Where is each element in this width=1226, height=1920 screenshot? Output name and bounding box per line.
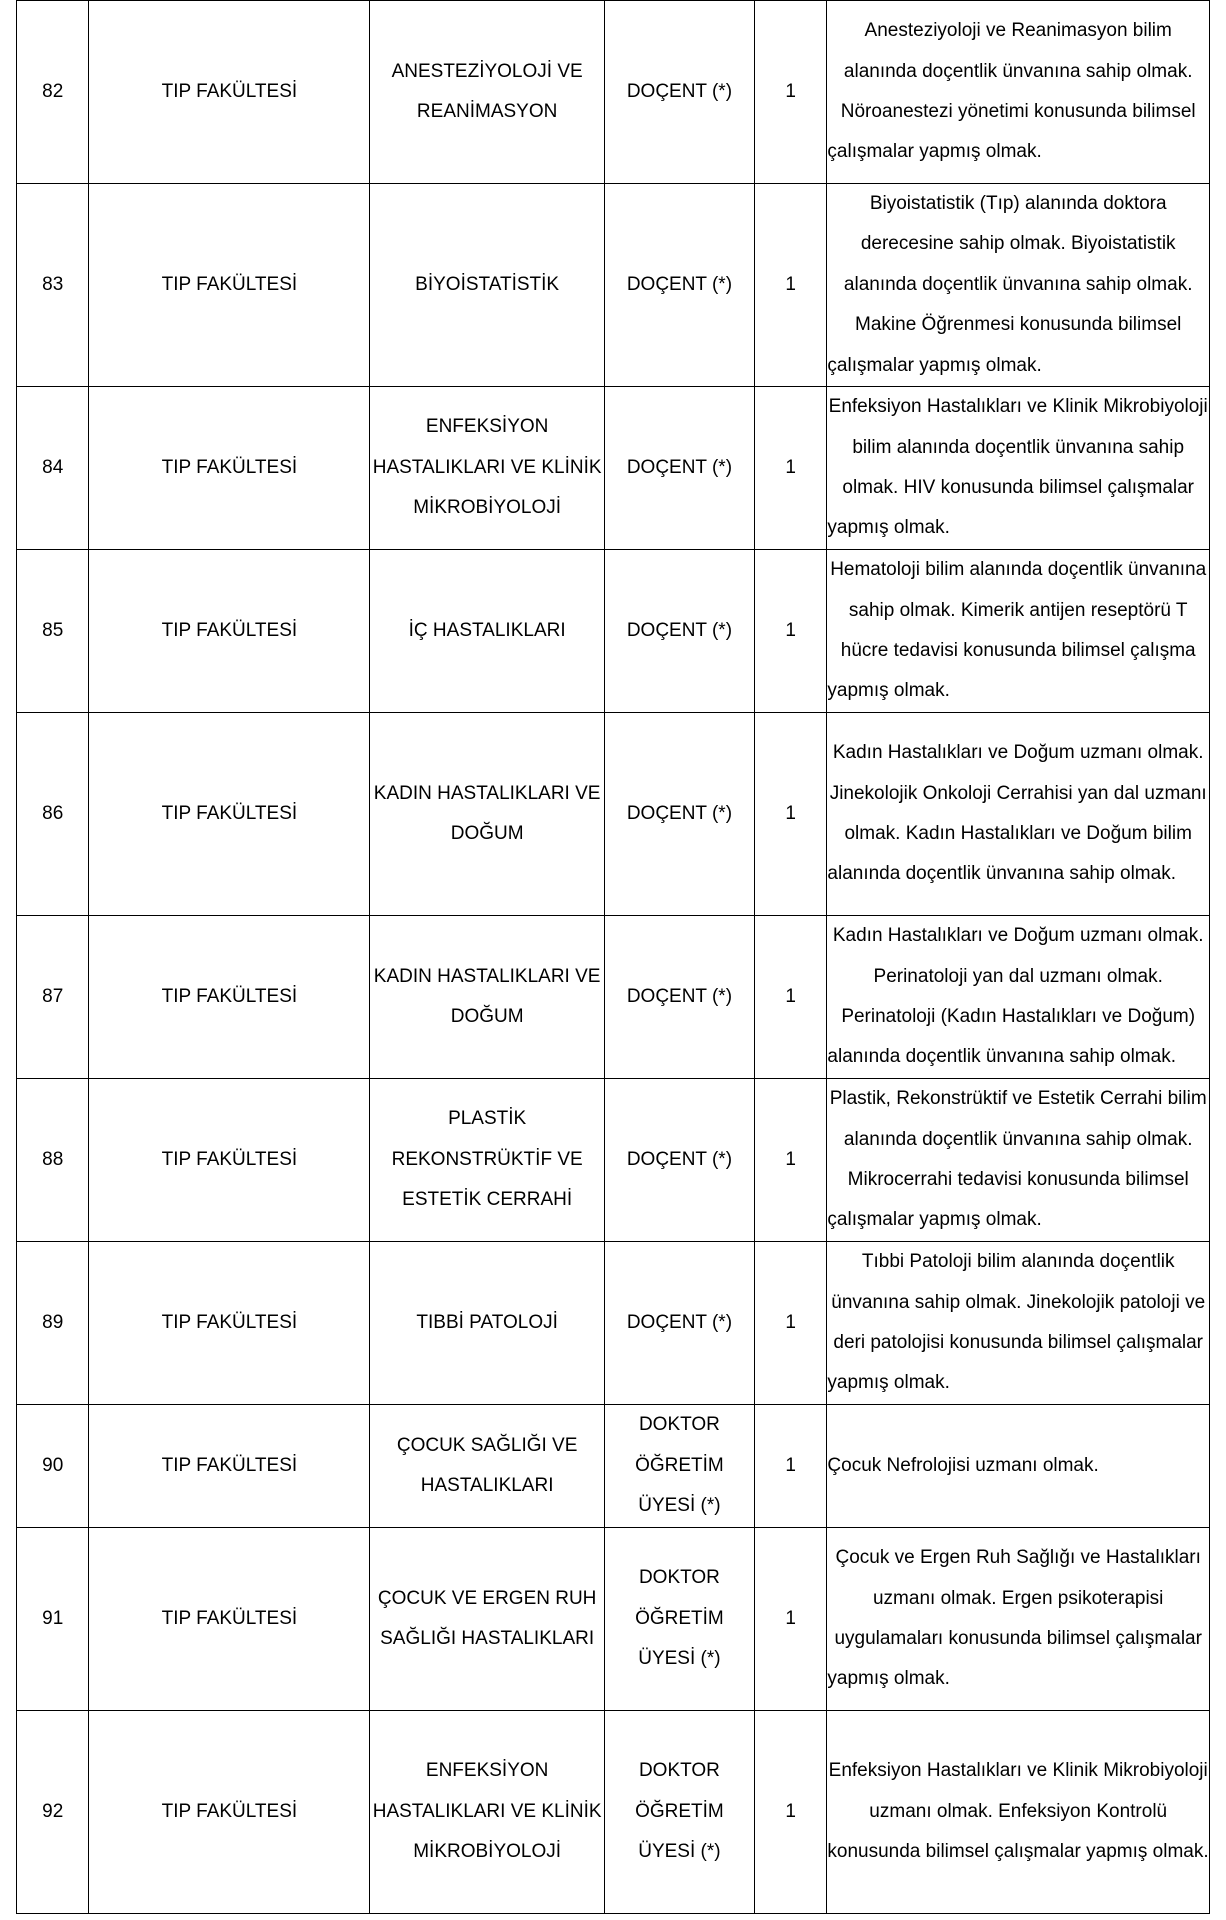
- row-number: 84: [17, 387, 89, 550]
- row-number: 90: [17, 1405, 89, 1528]
- title-cell: DOÇENT (*): [604, 1079, 754, 1242]
- conditions-cell: Anesteziyoloji ve Reanimasyon bilim alanında doçentlik ünvanına sahip olmak. Nöroanestezi yönetimi konusunda bilimsel çalışmalar yapmış olmak.: [827, 1, 1210, 184]
- department-cell: ÇOCUK SAĞLIĞI VE HASTALIKLARI: [370, 1405, 605, 1528]
- table-row: [17, 916, 1210, 1079]
- faculty-cell: TIP FAKÜLTESİ: [89, 1079, 370, 1242]
- row-number: 82: [17, 1, 89, 184]
- row-number: 89: [17, 1242, 89, 1405]
- row-number: 85: [17, 550, 89, 713]
- table-row: [17, 1, 1210, 184]
- row-number: 83: [17, 184, 89, 387]
- conditions-cell: Biyoistatistik (Tıp) alanında doktora derecesine sahip olmak. Biyoistatistik alanında doçentlik ünvanına sahip olmak. Makine Öğrenmesi konusunda bilimsel çalışmalar yapmış olmak.: [827, 184, 1210, 387]
- title-cell: DOÇENT (*): [604, 713, 754, 916]
- count-cell: 1: [754, 713, 826, 916]
- title-cell: DOÇENT (*): [604, 916, 754, 1079]
- title-cell: DOKTOR ÖĞRETİM ÜYESİ (*): [604, 1528, 754, 1711]
- count-cell: 1: [754, 550, 826, 713]
- department-cell: İÇ HASTALIKLARI: [370, 550, 605, 713]
- title-cell: DOÇENT (*): [604, 1242, 754, 1405]
- title-cell: DOKTOR ÖĞRETİM ÜYESİ (*): [604, 1405, 754, 1528]
- count-cell: 1: [754, 1, 826, 184]
- conditions-cell: Tıbbi Patoloji bilim alanında doçentlik ünvanına sahip olmak. Jinekolojik patoloji ve deri patolojisi konusunda bilimsel çalışmalar yapmış olmak.: [827, 1242, 1210, 1405]
- conditions-cell: Kadın Hastalıkları ve Doğum uzmanı olmak. Perinatoloji yan dal uzmanı olmak. Perinatoloji (Kadın Hastalıkları ve Doğum) alanında doçentlik ünvanına sahip olmak.: [827, 916, 1210, 1079]
- table-row: [17, 1242, 1210, 1405]
- faculty-cell: TIP FAKÜLTESİ: [89, 1711, 370, 1914]
- department-cell: KADIN HASTALIKLARI VE DOĞUM: [370, 713, 605, 916]
- count-cell: 1: [754, 1405, 826, 1528]
- title-cell: DOÇENT (*): [604, 184, 754, 387]
- table-row: [17, 184, 1210, 387]
- faculty-cell: TIP FAKÜLTESİ: [89, 550, 370, 713]
- faculty-cell: TIP FAKÜLTESİ: [89, 1528, 370, 1711]
- row-number: 91: [17, 1528, 89, 1711]
- faculty-cell: TIP FAKÜLTESİ: [89, 1242, 370, 1405]
- department-cell: PLASTİK REKONSTRÜKTİF VE ESTETİK CERRAHİ: [370, 1079, 605, 1242]
- table-row: [17, 1711, 1210, 1914]
- faculty-cell: TIP FAKÜLTESİ: [89, 1, 370, 184]
- row-number: 92: [17, 1711, 89, 1914]
- count-cell: 1: [754, 1079, 826, 1242]
- count-cell: 1: [754, 184, 826, 387]
- department-cell: KADIN HASTALIKLARI VE DOĞUM: [370, 916, 605, 1079]
- row-number: 87: [17, 916, 89, 1079]
- department-cell: ENFEKSİYON HASTALIKLARI VE KLİNİK MİKROBİYOLOJİ: [370, 1711, 605, 1914]
- department-cell: ENFEKSİYON HASTALIKLARI VE KLİNİK MİKROBİYOLOJİ: [370, 387, 605, 550]
- table-row: [17, 1528, 1210, 1711]
- table-row: [17, 1079, 1210, 1242]
- title-cell: DOÇENT (*): [604, 550, 754, 713]
- conditions-cell: Plastik, Rekonstrüktif ve Estetik Cerrahi bilim alanında doçentlik ünvanına sahip olmak. Mikrocerrahi tedavisi konusunda bilimsel çalışmalar yapmış olmak.: [827, 1079, 1210, 1242]
- faculty-cell: TIP FAKÜLTESİ: [89, 184, 370, 387]
- conditions-cell: Enfeksiyon Hastalıkları ve Klinik Mikrobiyoloji uzmanı olmak. Enfeksiyon Kontrolü konusunda bilimsel çalışmalar yapmış olmak.: [827, 1711, 1210, 1914]
- table-row: [17, 387, 1210, 550]
- title-cell: DOÇENT (*): [604, 1, 754, 184]
- department-cell: ANESTEZİYOLOJİ VE REANİMASYON: [370, 1, 605, 184]
- table-row: [17, 713, 1210, 916]
- faculty-cell: TIP FAKÜLTESİ: [89, 1405, 370, 1528]
- count-cell: 1: [754, 916, 826, 1079]
- conditions-cell: Çocuk ve Ergen Ruh Sağlığı ve Hastalıkları uzmanı olmak. Ergen psikoterapisi uygulamaları konusunda bilimsel çalışmalar yapmış olmak.: [827, 1528, 1210, 1711]
- faculty-cell: TIP FAKÜLTESİ: [89, 916, 370, 1079]
- count-cell: 1: [754, 1711, 826, 1914]
- conditions-cell: Hematoloji bilim alanında doçentlik ünvanına sahip olmak. Kimerik antijen reseptörü T hücre tedavisi konusunda bilimsel çalışma yapmış olmak.: [827, 550, 1210, 713]
- department-cell: ÇOCUK VE ERGEN RUH SAĞLIĞI HASTALIKLARI: [370, 1528, 605, 1711]
- row-number: 88: [17, 1079, 89, 1242]
- title-cell: DOKTOR ÖĞRETİM ÜYESİ (*): [604, 1711, 754, 1914]
- conditions-cell: Enfeksiyon Hastalıkları ve Klinik Mikrobiyoloji bilim alanında doçentlik ünvanına sahip olmak. HIV konusunda bilimsel çalışmalar yapmış olmak.: [827, 387, 1210, 550]
- conditions-cell: Çocuk Nefrolojisi uzmanı olmak.: [827, 1405, 1210, 1528]
- faculty-cell: TIP FAKÜLTESİ: [89, 713, 370, 916]
- department-cell: TIBBİ PATOLOJİ: [370, 1242, 605, 1405]
- table-row: [17, 550, 1210, 713]
- positions-table-body: [17, 1, 1210, 1914]
- row-number: 86: [17, 713, 89, 916]
- faculty-cell: TIP FAKÜLTESİ: [89, 387, 370, 550]
- count-cell: 1: [754, 1242, 826, 1405]
- positions-table: [16, 0, 1210, 1914]
- title-cell: DOÇENT (*): [604, 387, 754, 550]
- department-cell: BİYOİSTATİSTİK: [370, 184, 605, 387]
- count-cell: 1: [754, 387, 826, 550]
- count-cell: 1: [754, 1528, 826, 1711]
- conditions-cell: Kadın Hastalıkları ve Doğum uzmanı olmak. Jinekolojik Onkoloji Cerrahisi yan dal uzmanı olmak. Kadın Hastalıkları ve Doğum bilim alanında doçentlik ünvanına sahip olmak.: [827, 713, 1210, 916]
- table-row: [17, 1405, 1210, 1528]
